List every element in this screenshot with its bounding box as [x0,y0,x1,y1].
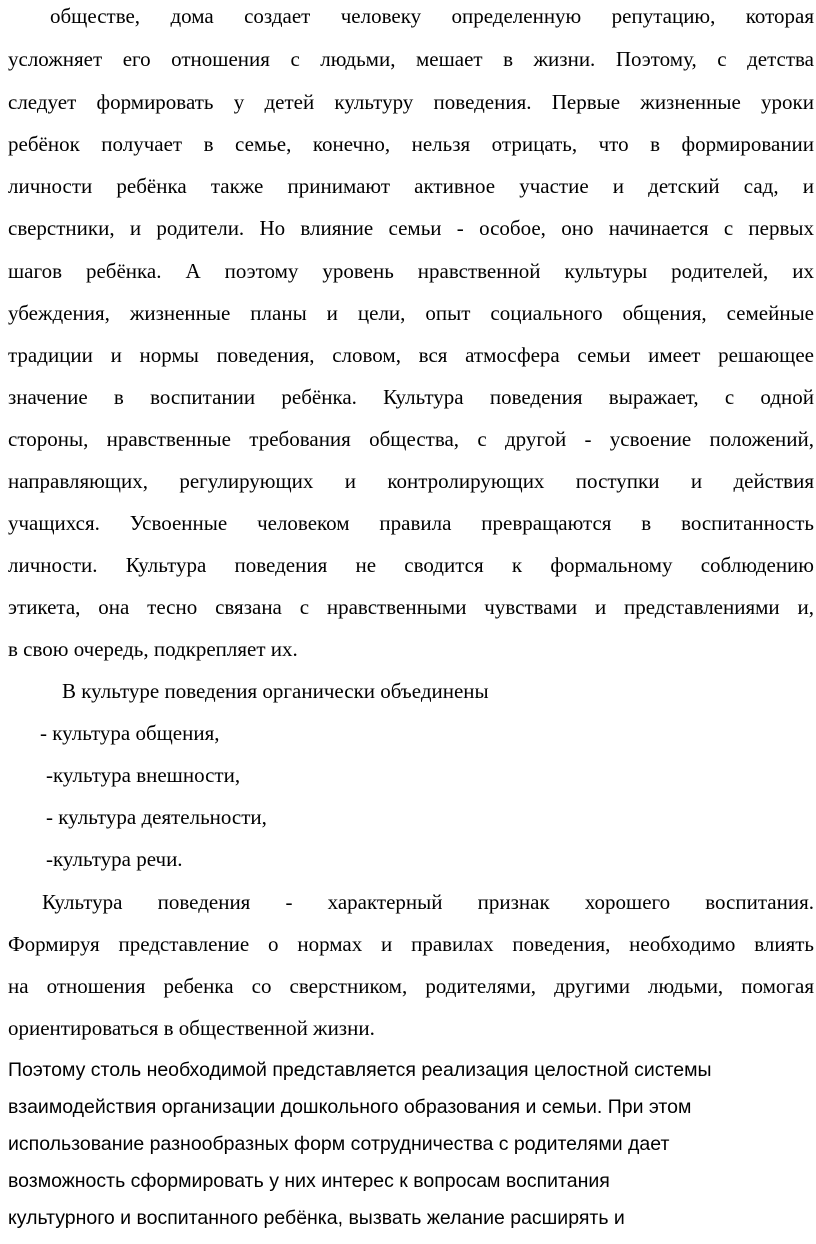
text-line: на отношения ребенка со сверстником, родителями, другими людьми, помогая [8,974,814,998]
text-line: возможность сформировать у них интерес к вопросам воспитания [8,1170,610,1192]
list-item: - культура деятельности, [46,805,267,829]
text-line: Поэтому столь необходимой представляется реализация целостной системы [8,1059,712,1081]
text-line: ориентироваться в общественной жизни. [8,1016,375,1040]
text-line: убеждения, жизненные планы и цели, опыт социального общения, семейные [8,301,814,325]
list-intro: В культуре поведения органически объединены [62,679,489,703]
text-line: Культура поведения - характерный признак хорошего воспитания. [42,890,814,914]
text-line: обществе, дома создает человеку определенную репутацию, которая [50,4,814,28]
list-item: -культура речи. [46,847,183,871]
text-line: культурного и воспитанного ребёнка, вызвать желание расширять и [8,1207,625,1229]
text-line: значение в воспитании ребёнка. Культура поведения выражает, с одной [8,385,814,409]
text-line: учащихся. Усвоенные человеком правила превращаются в воспитанность [8,511,814,535]
text-line: личности ребёнка также принимают активное участие и детский сад, и [8,174,814,198]
text-line: использование разнообразных форм сотрудничества с родителями дает [8,1133,670,1155]
text-line: традиции и нормы поведения, словом, вся атмосфера семьи имеет решающее [8,343,814,367]
text-line: стороны, нравственные требования общества, с другой - усвоение положений, [8,427,814,451]
text-line: ребёнок получает в семье, конечно, нельзя отрицать, что в формировании [8,132,814,156]
text-line: взаимодействия организации дошкольного образования и семьи. При этом [8,1096,692,1118]
list-item: -культура внешности, [46,763,241,787]
text-line: усложняет его отношения с людьми, мешает в жизни. Поэтому, с детства [8,47,814,71]
text-line: следует формировать у детей культуру поведения. Первые жизненные уроки [8,90,814,114]
text-line: направляющих, регулирующих и контролирующих поступки и действия [8,469,814,493]
text-line: шагов ребёнка. А поэтому уровень нравственной культуры родителей, их [8,259,814,283]
text-line: личности. Культура поведения не сводится к формальному соблюдению [8,553,814,577]
list-item: - культура общения, [40,721,220,745]
text-line: в свою очередь, подкрепляет их. [8,637,298,661]
text-line: сверстники, и родители. Но влияние семьи - особое, оно начинается с первых [8,216,814,240]
text-line: этикета, она тесно связана с нравственными чувствами и представлениями и, [8,595,814,619]
text-line: Формируя представление о нормах и правилах поведения, необходимо влиять [8,932,814,956]
